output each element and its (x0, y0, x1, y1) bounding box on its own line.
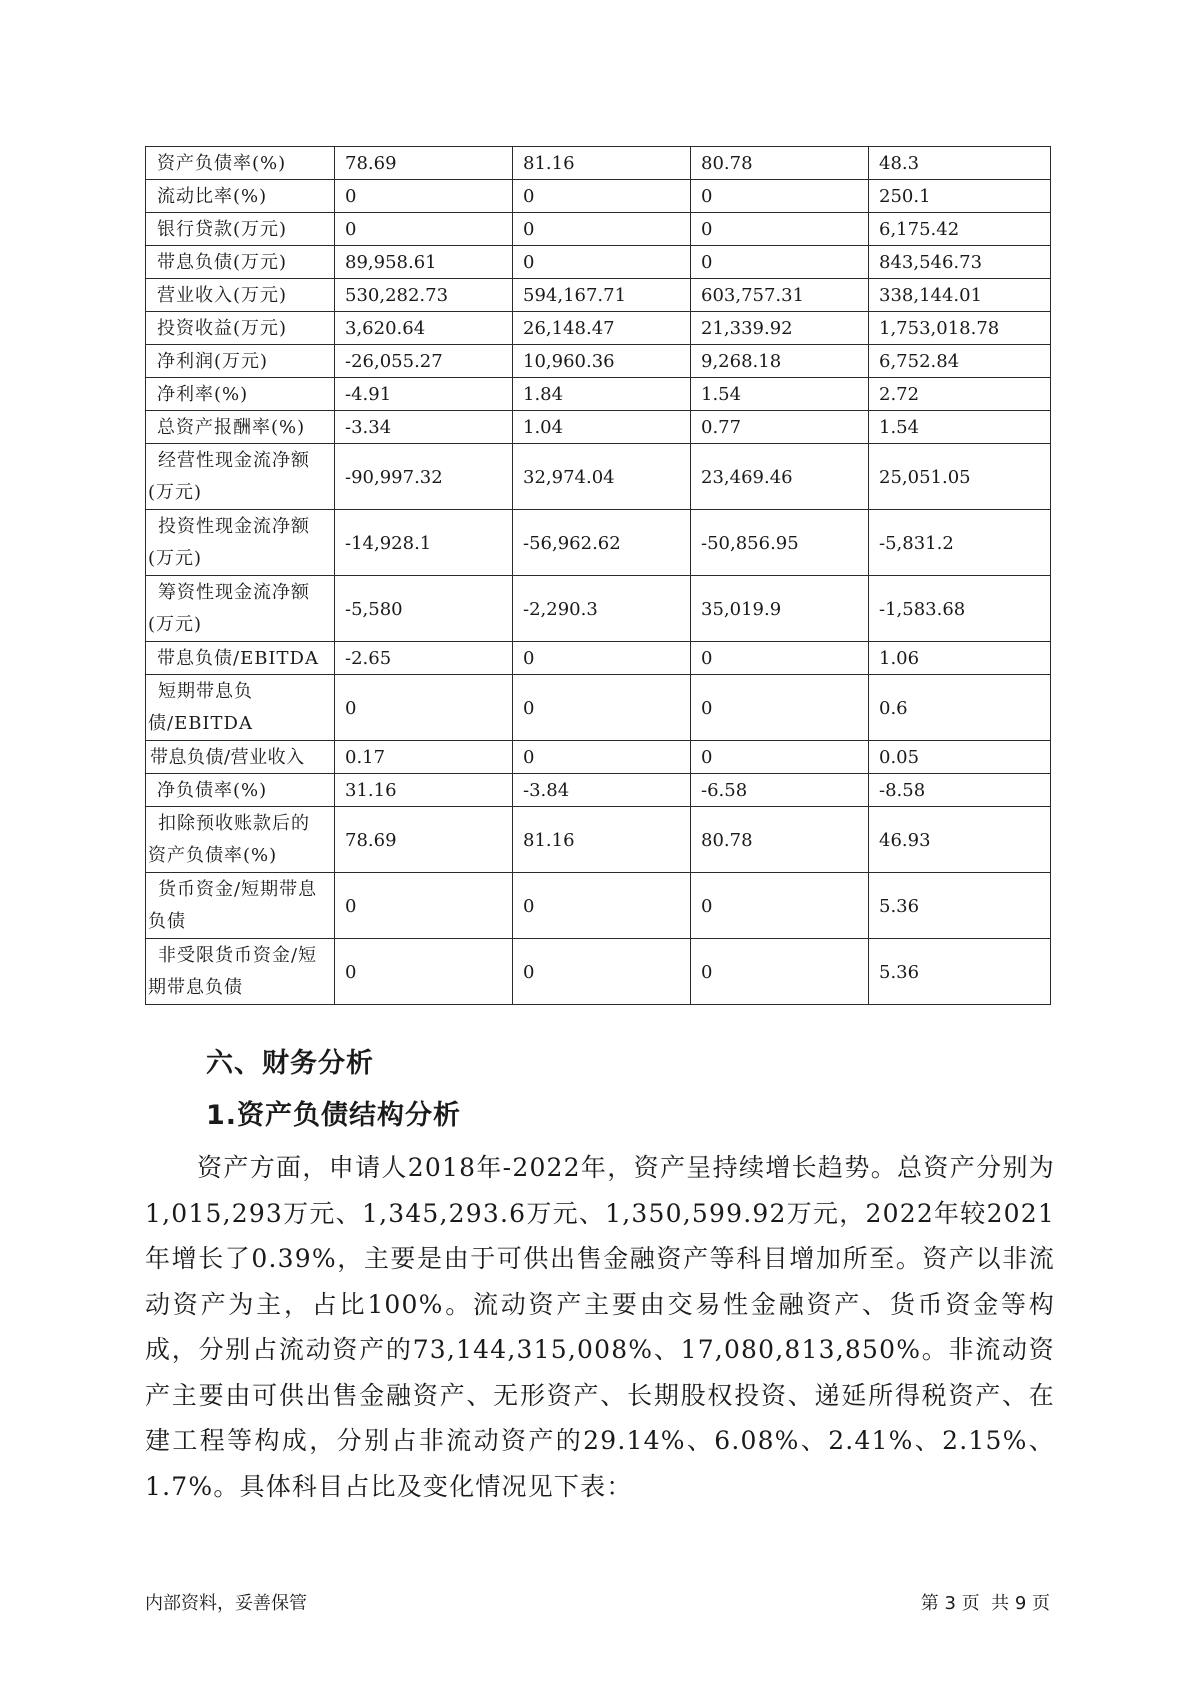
cell-value: -2,290.3 (513, 576, 691, 642)
cell-value: 0 (335, 873, 513, 939)
table-row (146, 444, 1051, 510)
cell-value: 0 (513, 246, 691, 279)
table-row (146, 279, 1051, 312)
table-row (146, 213, 1051, 246)
row-label: 带息负债(万元) (146, 246, 335, 279)
cell-value: 80.78 (691, 147, 869, 180)
cell-value: 81.16 (513, 147, 691, 180)
cell-value: 1.54 (691, 378, 869, 411)
financial-indicators-table (145, 146, 1051, 1005)
cell-value: 0 (691, 642, 869, 675)
table-row (146, 774, 1051, 807)
table-row (146, 576, 1051, 642)
cell-value: 0 (335, 180, 513, 213)
cell-value: -90,997.32 (335, 444, 513, 510)
cell-value: 0 (691, 246, 869, 279)
cell-value: 0 (513, 675, 691, 741)
cell-value: 0.77 (691, 411, 869, 444)
row-label: 短期带息负债/EBITDA (146, 675, 335, 741)
row-label: 非受限货币资金/短期带息负债 (146, 939, 335, 1005)
row-label: 筹资性现金流净额(万元) (146, 576, 335, 642)
cell-value: 5.36 (869, 939, 1051, 1005)
cell-value: 78.69 (335, 147, 513, 180)
table-row (146, 378, 1051, 411)
cell-value: 10,960.36 (513, 345, 691, 378)
row-label: 净利率(%) (146, 378, 335, 411)
subsection-heading: 1.资产负债结构分析 (206, 1100, 462, 1131)
cell-value: 1.84 (513, 378, 691, 411)
cell-value: -14,928.1 (335, 510, 513, 576)
cell-value: 1,753,018.78 (869, 312, 1051, 345)
cell-value: -3.34 (335, 411, 513, 444)
cell-value: 843,546.73 (869, 246, 1051, 279)
cell-value: -1,583.68 (869, 576, 1051, 642)
cell-value: 6,175.42 (869, 213, 1051, 246)
cell-value: 250.1 (869, 180, 1051, 213)
cell-value: 25,051.05 (869, 444, 1051, 510)
section-heading: 六、财务分析 (206, 1048, 374, 1079)
cell-value: 0 (513, 741, 691, 774)
cell-value: 603,757.31 (691, 279, 869, 312)
cell-value: 81.16 (513, 807, 691, 873)
cell-value: 26,148.47 (513, 312, 691, 345)
cell-value: 80.78 (691, 807, 869, 873)
cell-value: 21,339.92 (691, 312, 869, 345)
row-label: 扣除预收账款后的资产负债率(%) (146, 807, 335, 873)
cell-value: 0 (513, 213, 691, 246)
row-label: 投资收益(万元) (146, 312, 335, 345)
cell-value: 338,144.01 (869, 279, 1051, 312)
paragraph-text: 资产方面，申请人2018年-2022年，资产呈持续增长趋势。总资产分别为1,015,293万元、1,345,293.6万元、1,350,599.92万元，2022年较2021年增长了0.39%，主要是由于可供出售金融资产等科目增加所至。资产以非流动资产为主，占比100%。流动资产主要由交易性金融资产、货币资金等构成，分别占流动资产的73,144,315,008%、17,080,813,850%。非流动资产主要由可供出售金融资产、无形资产、长期股权投资、递延所得税资产、在建工程等构成，分别占非流动资产的29.14%、6.08%、2.41%、2.15%、1.7%。具体科目占比及变化情况见下表： (145, 1153, 1055, 1501)
cell-value: 2.72 (869, 378, 1051, 411)
table-row (146, 939, 1051, 1005)
cell-value: -2.65 (335, 642, 513, 675)
cell-value: 0 (691, 213, 869, 246)
row-label: 货币资金/短期带息负债 (146, 873, 335, 939)
table-row (146, 675, 1051, 741)
table-row (146, 741, 1051, 774)
cell-value: 3,620.64 (335, 312, 513, 345)
row-label: 经营性现金流净额(万元) (146, 444, 335, 510)
cell-value: 0 (691, 675, 869, 741)
analysis-paragraph (145, 1145, 1055, 1509)
row-label: 带息负债/营业收入 (146, 741, 335, 774)
cell-value: 89,958.61 (335, 246, 513, 279)
cell-value: 0 (513, 642, 691, 675)
cell-value: -4.91 (335, 378, 513, 411)
row-label: 资产负债率(%) (146, 147, 335, 180)
row-label: 银行贷款(万元) (146, 213, 335, 246)
cell-value: 1.06 (869, 642, 1051, 675)
cell-value: 35,019.9 (691, 576, 869, 642)
row-label: 带息负债/EBITDA (146, 642, 335, 675)
cell-value: 46.93 (869, 807, 1051, 873)
cell-value: 5.36 (869, 873, 1051, 939)
cell-value: 48.3 (869, 147, 1051, 180)
cell-value: -56,962.62 (513, 510, 691, 576)
cell-value: 0 (691, 939, 869, 1005)
cell-value: 32,974.04 (513, 444, 691, 510)
table-row (146, 345, 1051, 378)
table-row (146, 873, 1051, 939)
cell-value: -50,856.95 (691, 510, 869, 576)
row-label: 净负债率(%) (146, 774, 335, 807)
cell-value: -8.58 (869, 774, 1051, 807)
cell-value: -5,831.2 (869, 510, 1051, 576)
cell-value: 594,167.71 (513, 279, 691, 312)
cell-value: 0 (335, 213, 513, 246)
cell-value: 0 (691, 180, 869, 213)
cell-value: -26,055.27 (335, 345, 513, 378)
cell-value: 6,752.84 (869, 345, 1051, 378)
table-row (146, 411, 1051, 444)
cell-value: 31.16 (335, 774, 513, 807)
cell-value: 1.04 (513, 411, 691, 444)
cell-value: 0 (691, 873, 869, 939)
cell-value: 1.54 (869, 411, 1051, 444)
row-label: 营业收入(万元) (146, 279, 335, 312)
table-row (146, 642, 1051, 675)
row-label: 净利润(万元) (146, 345, 335, 378)
cell-value: 0 (335, 675, 513, 741)
row-label: 流动比率(%) (146, 180, 335, 213)
cell-value: 0 (691, 741, 869, 774)
cell-value: 0 (513, 180, 691, 213)
cell-value: 9,268.18 (691, 345, 869, 378)
table-row (146, 312, 1051, 345)
table-row (146, 147, 1051, 180)
table-row (146, 246, 1051, 279)
table-row (146, 510, 1051, 576)
cell-value: 530,282.73 (335, 279, 513, 312)
cell-value: 0 (335, 939, 513, 1005)
cell-value: 0 (513, 939, 691, 1005)
row-label: 总资产报酬率(%) (146, 411, 335, 444)
cell-value: -3.84 (513, 774, 691, 807)
confidentiality-note: 内部资料，妥善保管 (145, 1593, 307, 1614)
table-row (146, 807, 1051, 873)
cell-value: 0.6 (869, 675, 1051, 741)
cell-value: -6.58 (691, 774, 869, 807)
cell-value: 0 (513, 873, 691, 939)
cell-value: 0.17 (335, 741, 513, 774)
cell-value: 0.05 (869, 741, 1051, 774)
cell-value: 23,469.46 (691, 444, 869, 510)
page-number: 第 3 页 共 9 页 (920, 1593, 1050, 1614)
row-label: 投资性现金流净额(万元) (146, 510, 335, 576)
cell-value: 78.69 (335, 807, 513, 873)
cell-value: -5,580 (335, 576, 513, 642)
table-row (146, 180, 1051, 213)
